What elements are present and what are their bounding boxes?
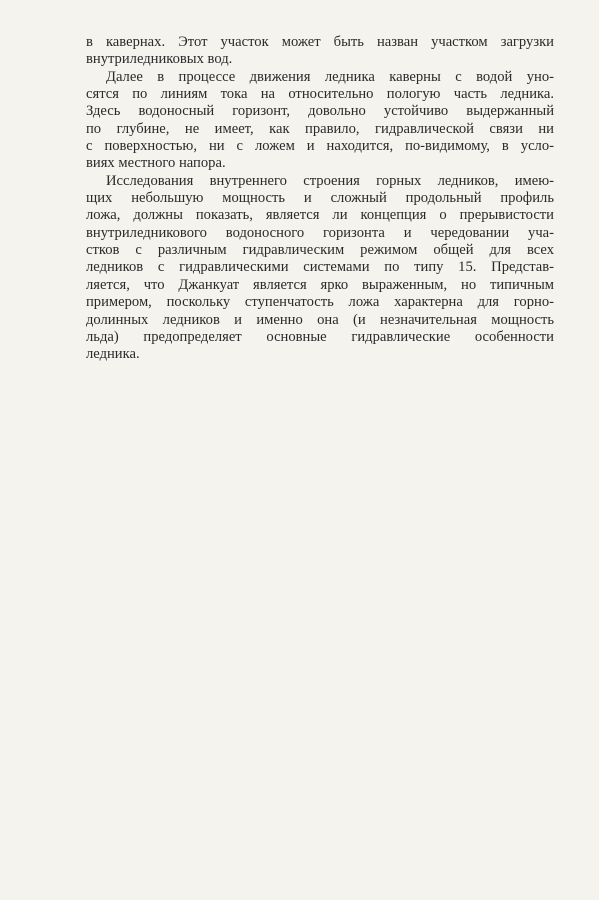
text-line: стков с различным гидравлическим режимом общей для всех: [86, 242, 554, 259]
paragraph-3: [86, 173, 554, 364]
text-line: ледника.: [86, 346, 140, 363]
text-line: ложа, должны показать, является ли концепция о прерывистости: [86, 207, 554, 224]
text-line: по глубине, не имеет, как правило, гидравлической связи ни: [86, 120, 554, 137]
text-line: Исследования внутреннего строения горных ледников, имею-: [106, 172, 554, 189]
paragraph-1: [86, 34, 554, 69]
text-line: в кавернах. Этот участок может быть назван участком загрузки: [86, 34, 554, 50]
paragraph-2: [86, 69, 554, 173]
text-line: Здесь водоносный горизонт, довольно устойчиво выдержанный: [86, 103, 554, 120]
text-line: долинных ледников и именно она (и незначительная мощность: [86, 311, 554, 328]
text-line: сятся по линиям тока на относительно пологую часть ледника.: [86, 86, 554, 103]
text-line: Далее в процессе движения ледника каверны с водой уно-: [106, 68, 554, 85]
text-line: ледников с гидравлическими системами по типу 15. Представ-: [86, 259, 554, 276]
text-line: внутриледникового водоносного горизонта и чередовании уча-: [86, 224, 554, 241]
text-line: с поверхностью, ни с ложем и находится, по-видимому, в усло-: [86, 138, 554, 155]
text-line: льда) предопределяет основные гидравлические особенности: [86, 328, 554, 345]
text-line: ляется, что Джанкуат является ярко выраженным, но типичным: [86, 276, 554, 293]
text-line: примером, поскольку ступенчатость ложа характерна для горно-: [86, 294, 554, 311]
body-text: [86, 34, 554, 364]
text-line: виях местного напора.: [86, 155, 226, 172]
text-line: внутриледниковых вод.: [86, 51, 233, 68]
text-line: щих небольшую мощность и сложный продольный профиль: [86, 190, 554, 207]
